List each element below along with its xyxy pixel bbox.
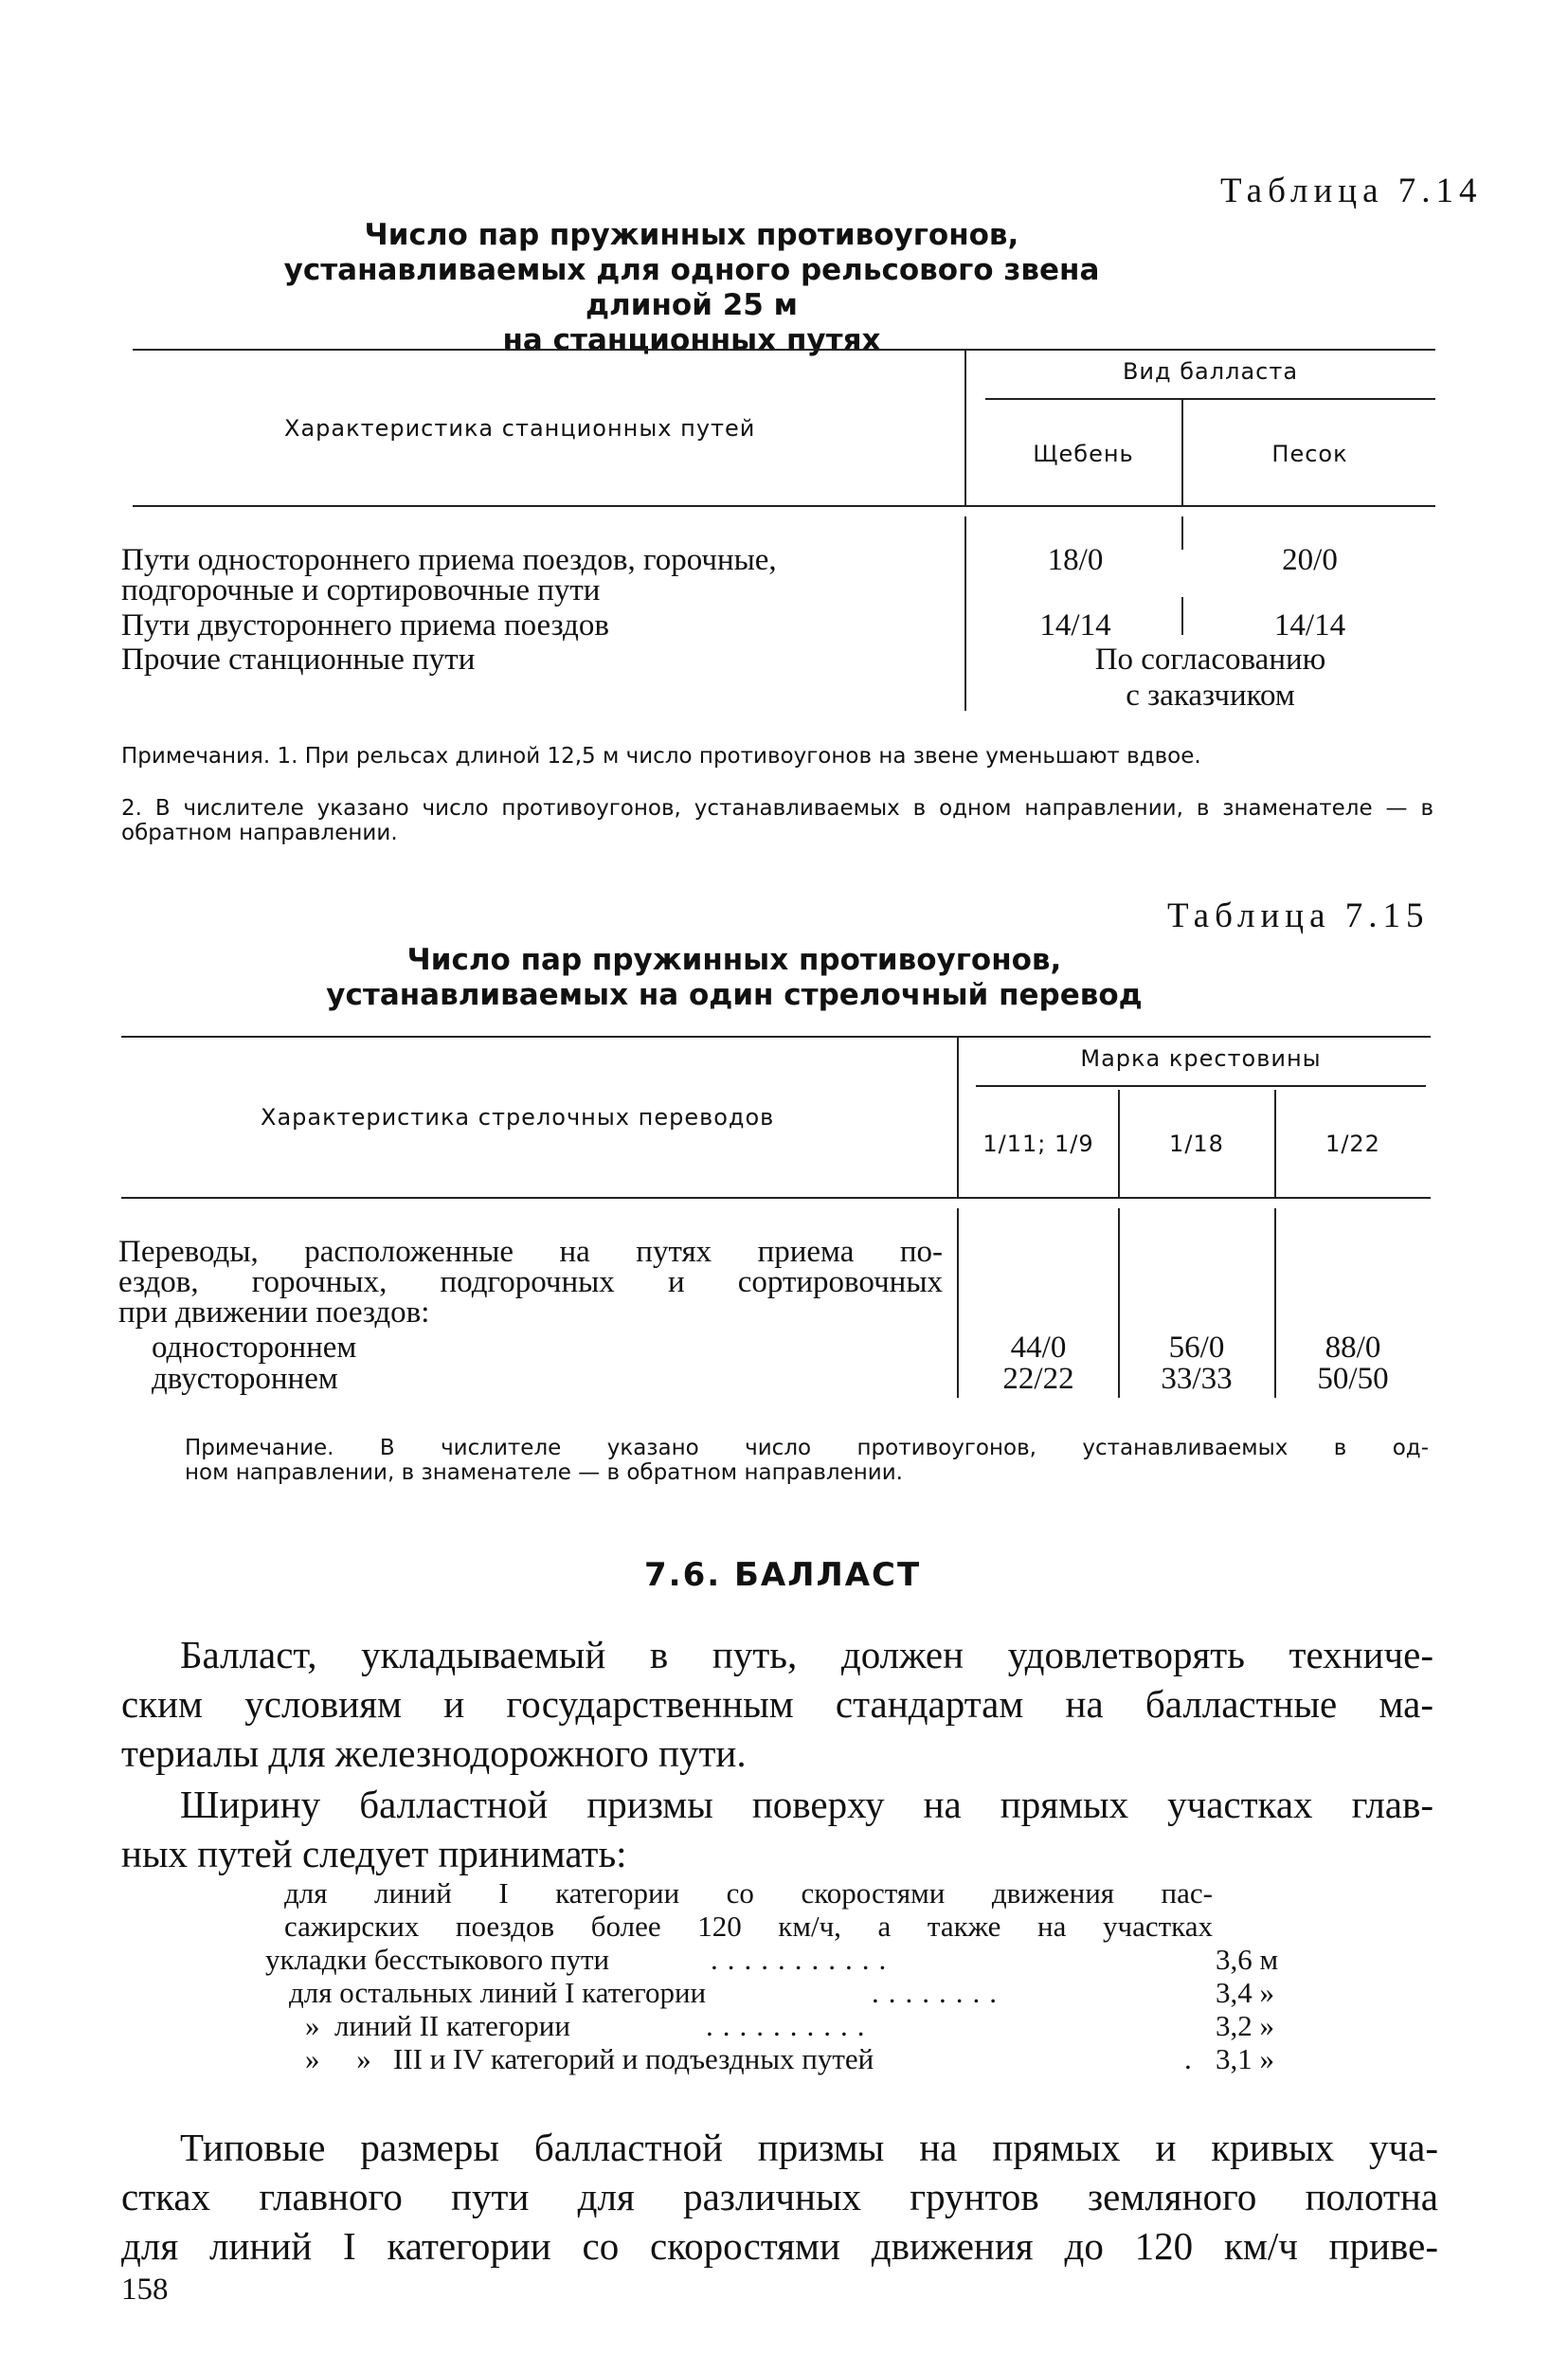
row-label-line: Пути одностороннего приема поездов, горочные,	[121, 543, 777, 577]
row-label-line: подгорочные и сортировочные пути	[121, 573, 601, 607]
note-line: Примечание. В числителе указано число противоугонов, устанавливаемых в од-	[185, 1436, 1429, 1460]
table-714-col-a: Щебень	[1033, 441, 1134, 467]
table-715-cell: 22/22	[1002, 1362, 1074, 1396]
para-line: Типовые размеры балластной призмы на прямых и кривых уча-	[180, 2126, 1438, 2169]
table-715-top-rule	[121, 1036, 1431, 1038]
table-715-row-label	[118, 1234, 943, 1331]
table-715-cell: 56/0	[1168, 1331, 1225, 1365]
table-714-title-line: на станционных путях	[502, 323, 881, 357]
page-number: 158	[121, 2272, 169, 2307]
table-715-col: 1/22	[1325, 1131, 1380, 1157]
table-714-header-rule	[133, 505, 1435, 507]
table-714-label: Таблица 7.14	[1220, 172, 1483, 210]
table-714-cell: 18/0	[1047, 543, 1104, 577]
table-715-title-line: устанавливаемых на один стрелочный перевод	[326, 978, 1143, 1012]
table-714-row-label: Прочие станционные пути	[121, 643, 476, 677]
table-714-body-divider	[1181, 597, 1183, 635]
note-line: ном направлении, в знаменателе — в обратном направлении.	[185, 1460, 903, 1485]
paragraph-2	[121, 1780, 1433, 1878]
list-dots: .	[1184, 2042, 1201, 2075]
merged-line: По согласованию	[1094, 643, 1326, 677]
table-715-body-divider	[1118, 1208, 1120, 1398]
row-label-line: при движении поездов:	[118, 1295, 430, 1330]
list-value: 3,6 м	[1216, 1943, 1279, 1976]
table-715-group-rule	[976, 1085, 1426, 1087]
table-714-note-1: Примечания. 1. При рельсах длиной 12,5 м число противоугонов на звене уменьшают вдвое.	[121, 744, 1201, 769]
list-item-text: » » III и IV категорий и подъездных путей	[305, 2042, 874, 2075]
para-line: стках главного пути для различных грунтов земляного полотна	[121, 2175, 1438, 2218]
list-line: для линий I категории со скоростями движения пас-	[284, 1876, 1213, 1910]
list-line: сажирских поездов более 120 км/ч, а также на участках	[284, 1910, 1213, 1943]
table-714-body-divider	[1181, 516, 1183, 550]
list-dots: ...........	[711, 1943, 896, 1976]
row-label-line: Переводы, расположенные на путях приема по-	[118, 1235, 943, 1269]
table-715-col-divider	[1274, 1090, 1276, 1197]
para-line: для линий I категории со скоростями движения до 120 км/ч приве-	[121, 2224, 1438, 2268]
list-dots: ..........	[706, 2009, 874, 2042]
table-715-label: Таблица 7.15	[1167, 896, 1430, 935]
table-714-row-label	[121, 542, 955, 608]
table-714-col-group: Вид балласта	[1122, 358, 1299, 385]
table-715-cell: 50/50	[1317, 1362, 1389, 1396]
table-714-cell: 14/14	[1273, 608, 1346, 643]
merged-line: с заказчиком	[1126, 679, 1295, 713]
table-715-col-characteristic: Характеристика стрелочных переводов	[261, 1104, 775, 1131]
table-714-body-divider	[964, 516, 966, 711]
table-714-note-2: 2. В числителе указано число противоугонов, устанавливаемых в одном направлении, в знаменателе — в обратном направлении.	[121, 796, 1433, 845]
list-value: 3,2 »	[1216, 2009, 1274, 2042]
list-item-text	[284, 1876, 1213, 1943]
table-715-subrow-label: двустороннем	[152, 1362, 338, 1396]
para-line: ским условиям и государственным стандартам на балластные ма-	[121, 1682, 1433, 1726]
table-715-col-divider	[1118, 1090, 1120, 1197]
paragraph-3	[121, 2123, 1438, 2271]
list-item-text: » линий II категории	[305, 2009, 570, 2042]
para-line: Ширину балластной призмы поверху на прямых участках глав-	[180, 1783, 1433, 1826]
paragraph-1	[121, 1630, 1433, 1778]
para-line: ных путей следует принимать:	[121, 1832, 627, 1875]
table-715-body-divider	[957, 1208, 959, 1398]
table-714-title-line: Число пар пружинных противоугонов,	[364, 218, 1019, 252]
list-item-text: для остальных линий I категории	[289, 1976, 707, 2009]
table-715-subrow-label: одностороннем	[152, 1331, 357, 1365]
table-715-cell: 33/33	[1161, 1362, 1233, 1396]
para-line: Балласт, укладываемый в путь, должен удовлетворять техниче-	[180, 1633, 1433, 1676]
table-715-header-rule	[121, 1197, 1431, 1199]
table-715-col-group: Марка крестовины	[1080, 1045, 1322, 1072]
table-714-title-line: устанавливаемых для одного рельсового звена длиной 25 м	[283, 253, 1100, 322]
para-line: териалы для железнодорожного пути.	[121, 1731, 747, 1775]
table-714-col-divider	[964, 349, 966, 505]
table-714-col-characteristic: Характеристика станционных путей	[284, 415, 756, 442]
list-value: 3,1 »	[1216, 2042, 1274, 2075]
section-heading: 7.6. БАЛЛАСТ	[644, 1556, 922, 1594]
table-715-col: 1/11; 1/9	[982, 1131, 1094, 1157]
table-715-title	[313, 943, 1156, 1013]
table-715-body-divider	[1274, 1208, 1276, 1398]
table-715-cell: 88/0	[1325, 1331, 1381, 1365]
table-715-col-divider	[957, 1036, 959, 1197]
row-label-line: ездов, горочных, подгорочных и сортировочных	[118, 1265, 943, 1299]
list-item-text: укладки бесстыкового пути	[265, 1943, 610, 1976]
table-714-cell: 14/14	[1039, 608, 1111, 643]
list-value: 3,4 »	[1216, 1976, 1274, 2009]
table-714-col-divider	[1181, 398, 1183, 505]
table-714-group-rule	[985, 398, 1435, 400]
table-715-col: 1/18	[1169, 1131, 1224, 1157]
table-714-row-label: Пути двустороннего приема поездов	[121, 608, 609, 643]
table-715-title-line: Число пар пружинных противоугонов,	[406, 943, 1062, 977]
table-714-title	[265, 218, 1118, 358]
table-714-merged-cell	[985, 642, 1435, 714]
table-714-top-rule	[133, 349, 1435, 351]
table-715-cell: 44/0	[1010, 1331, 1067, 1365]
table-714-col-b: Песок	[1271, 441, 1348, 467]
table-715-note	[185, 1436, 1429, 1485]
table-714-cell: 20/0	[1282, 543, 1338, 577]
list-dots: ........	[872, 1976, 1006, 2009]
